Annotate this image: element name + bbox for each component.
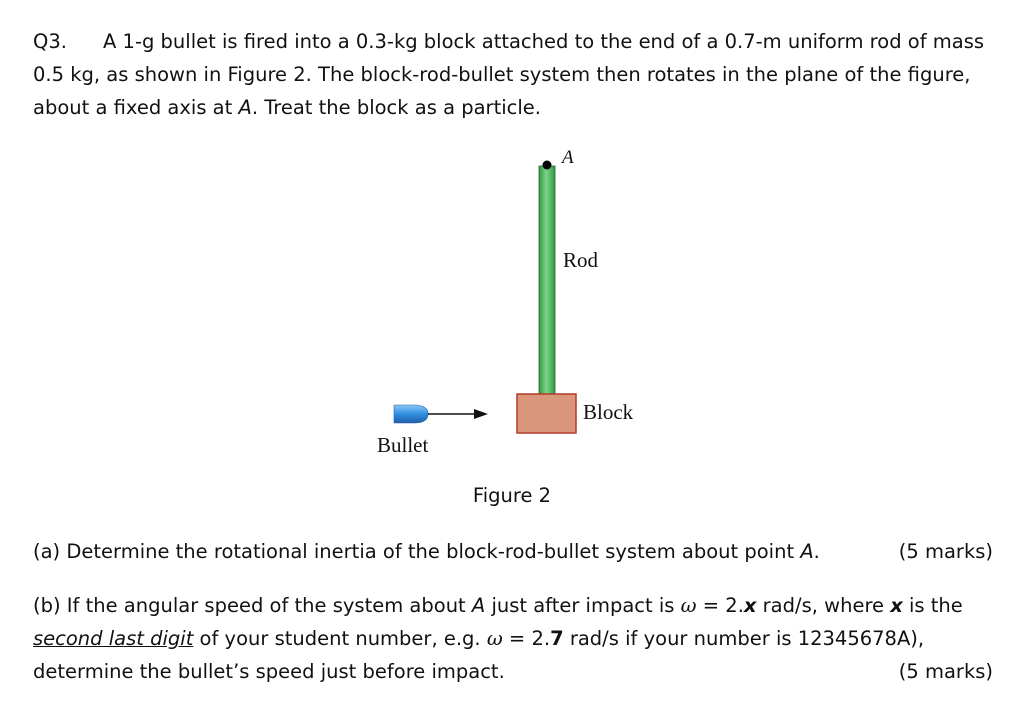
part-b-marks: (5 marks) [898,660,993,683]
block [517,394,576,433]
part-b-text-2c: rad/s if your number is 12345678A), [563,627,925,650]
part-b-line-3 [33,655,993,688]
arrow-head [474,409,488,419]
omega-symbol: ω [680,594,697,617]
part-b-text-1a: (b) If the angular speed of the system about [33,594,472,617]
question-text-3a: about a fixed axis at [33,96,239,119]
figure-label-block: Block [583,400,634,424]
question-text-3b: . Treat the block as a particle. [251,96,541,119]
part-b-text-1c: = 2. [696,594,744,617]
part-b-text-1b: just after impact is [485,594,681,617]
x-variable: x [743,594,757,617]
part-b-line-2 [33,622,993,655]
figure-caption: Figure 2 [472,484,552,507]
part-a-point: A [800,540,814,563]
part-a-marks: (5 marks) [898,540,993,563]
question-text-2: 0.5 kg, as shown in Figure 2. The block-rod-bullet system then rotates in the plane of the figure, [33,63,971,86]
bullet [394,405,428,423]
rod [539,166,555,394]
part-a-suffix: . [813,540,820,563]
pivot-point [543,161,552,170]
part-b-text-2a: of your student number, e.g. [193,627,487,650]
underlined-phrase: second last digit [33,627,194,650]
figure-label-rod: Rod [563,248,599,272]
part-a-text: (a) Determine the rotational inertia of the block-rod-bullet system about point [33,540,801,563]
part-b-text-1d: rad/s, where [756,594,891,617]
axis-symbol: A [238,96,252,119]
part-b-point: A [471,594,486,617]
part-b-text-1e: is the [902,594,963,617]
question-text-1: A 1-g bullet is fired into a 0.3-kg block attached to the end of a 0.7-m uniform rod of mass [103,30,985,53]
part-b-text-2b: = 2. [502,627,551,650]
example-digit: 7 [550,627,564,650]
part-a [33,535,993,568]
x-variable-2: x [890,594,903,617]
figure-label-bullet: Bullet [377,433,429,457]
part-b-text-3: determine the bullet’s speed just before impact. [33,660,505,683]
figure-label-axis: A [562,147,574,168]
question-number: Q3. [33,30,67,53]
omega-symbol-2: ω [486,627,503,650]
part-b-line-1 [33,589,993,622]
